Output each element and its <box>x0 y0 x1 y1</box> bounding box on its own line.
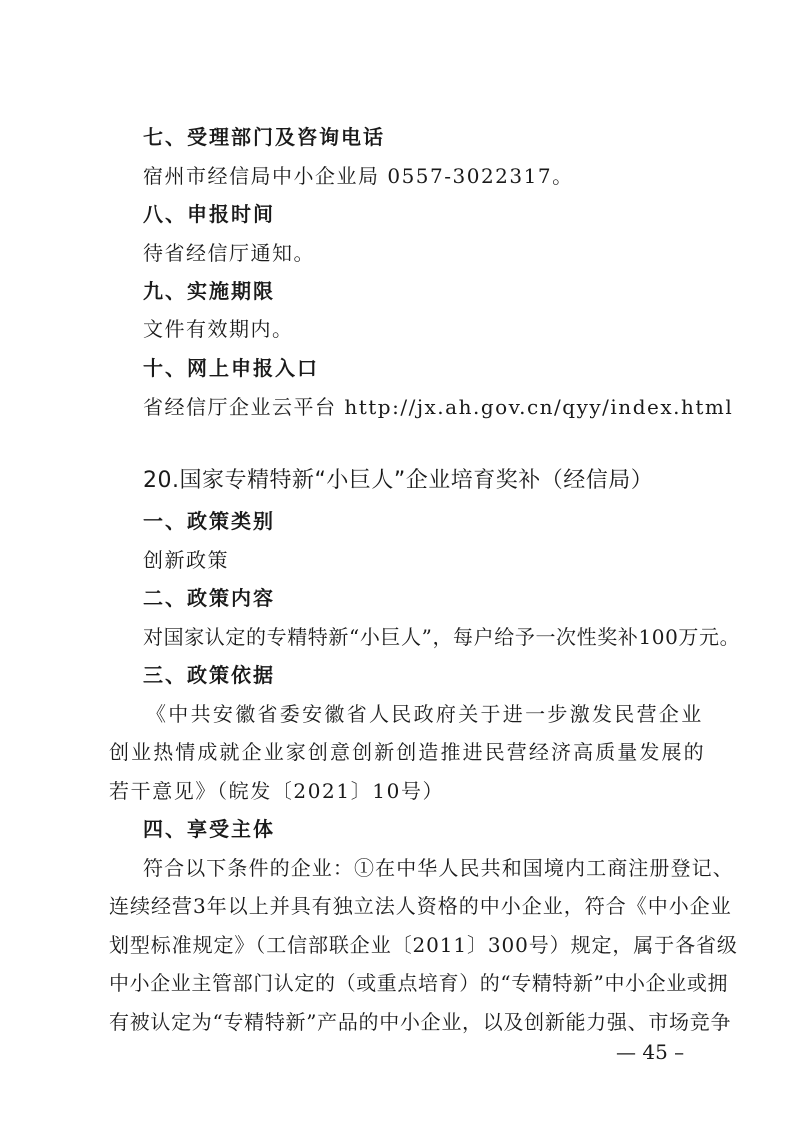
beneficiary-line-5: 有被认定为“专精特新”产品的中小企业，以及创新能力强、市场竞争 <box>109 1010 732 1034</box>
content-text: 对国家认定的专精特新“小巨人”，每户给予一次性奖补100万元。 <box>143 625 741 649</box>
policy-title: 20.国家专精特新“小巨人”企业培育奖补（经信局） <box>143 468 654 493</box>
section-heading-online: 十、网上申报入口 <box>143 356 319 380</box>
section-heading-category: 一、政策类别 <box>143 509 275 533</box>
beneficiary-line-4: 中小企业主管部门认定的（或重点培育）的“专精特新”中小企业或拥 <box>109 971 729 995</box>
section-heading-content: 二、政策内容 <box>143 586 275 610</box>
section-heading-period: 九、实施期限 <box>143 279 275 303</box>
beneficiary-line-3: 划型标准规定》（工信部联企业〔2011〕300号）规定，属于各省级 <box>109 933 738 957</box>
period-text: 文件有效期内。 <box>143 317 294 341</box>
beneficiary-line-2: 连续经营3年以上并具有独立法人资格的中小企业，符合《中小企业 <box>109 894 732 918</box>
basis-line-3: 若干意见》（皖发〔2021〕10号） <box>109 779 445 803</box>
section-heading-basis: 三、政策依据 <box>143 663 275 687</box>
section-heading-time: 八、申报时间 <box>143 202 275 226</box>
beneficiary-line-1: 符合以下条件的企业：①在中华人民共和国境内工商注册登记、 <box>143 856 734 880</box>
section-heading-beneficiary: 四、享受主体 <box>143 817 275 841</box>
contact-text: 宿州市经信局中小企业局 0557-3022317。 <box>143 164 574 188</box>
section-heading-contact: 七、受理部门及咨询电话 <box>143 125 385 149</box>
category-text: 创新政策 <box>143 548 229 572</box>
basis-line-2: 创业热情成就企业家创意创新创造推进民营经济高质量发展的 <box>109 740 706 764</box>
page-number: — 45 – <box>616 1040 685 1064</box>
basis-line-1: 《中共安徽省委安徽省人民政府关于进一步激发民营企业 <box>146 702 704 726</box>
online-portal-text: 省经信厅企业云平台 http://jx.ah.gov.cn/qyy/index.html <box>143 395 734 419</box>
time-text: 待省经信厅通知。 <box>143 241 315 265</box>
